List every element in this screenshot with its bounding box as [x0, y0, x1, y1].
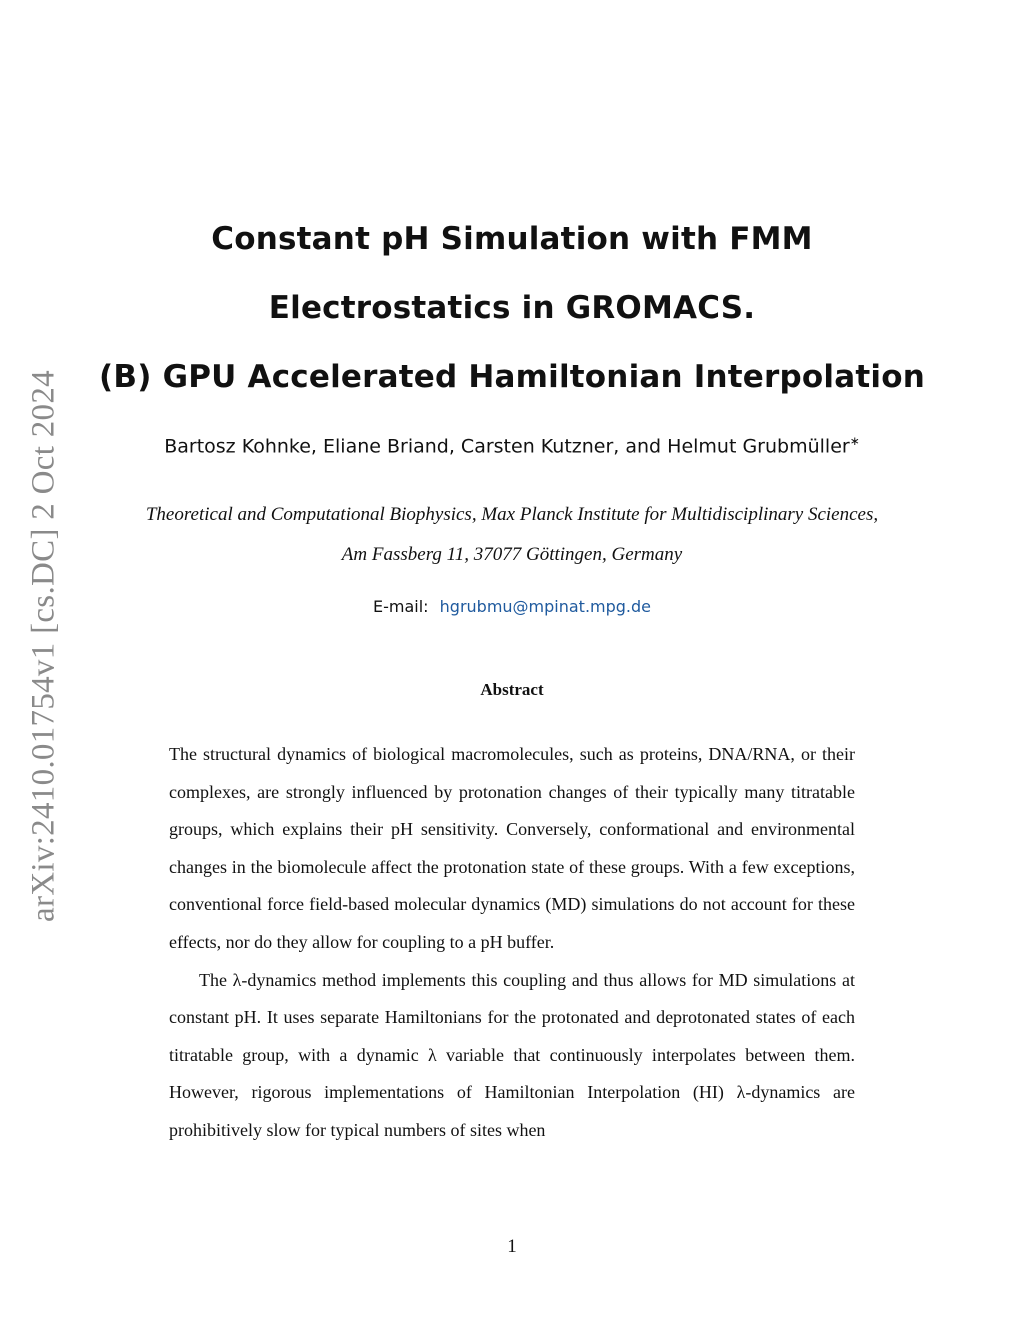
page-number: 1 [507, 1236, 517, 1257]
arxiv-identifier-stamp: arXiv:2410.01754v1 [cs.DC] 2 Oct 2024 [25, 370, 62, 922]
author-list [0, 434, 1024, 457]
corresponding-author-marker: ∗ [849, 434, 860, 448]
abstract-paragraph-2: The λ-dynamics method implements this coupling and thus allows for MD simulations at constant pH. It uses separate Hamiltonians for the protonated and deprotonated states of each titratable group, with a dynamic λ variable that continuously interpolates between them. However, rigorous implementations of Hamiltonian Interpolation (HI) λ-dynamics are prohibitively slow for typical numbers of sites when [169, 969, 855, 1140]
title-line-2: Electrostatics in GROMACS. [268, 290, 756, 326]
email-link[interactable]: hgrubmu@mpinat.mpg.de [439, 597, 652, 616]
email-label: E-mail: [372, 597, 429, 616]
contact-email [0, 597, 1024, 616]
author-names: Bartosz Kohnke, Eliane Briand, Carsten Kutzner, and Helmut Grubmüller [164, 435, 850, 458]
abstract-paragraph-1: The structural dynamics of biological macromolecules, such as proteins, DNA/RNA, or their complexes, are strongly influenced by protonation changes of their typically many titratable groups, which explains their pH sensitivity. Conversely, conformational and environmental changes in the biomolecule affect the protonation state of these groups. With a few exceptions, conventional force field-based molecular dynamics (MD) simulations do not account for these effects, nor do they allow for coupling to a pH buffer. [169, 744, 855, 952]
affiliation [0, 495, 1024, 575]
abstract-body [169, 736, 855, 1150]
abstract-heading: Abstract [480, 680, 544, 699]
affiliation-line-1: Theoretical and Computational Biophysics, Max Planck Institute for Multidisciplinary Sciences, [145, 504, 879, 525]
title-line-1: Constant pH Simulation with FMM [211, 221, 813, 257]
affiliation-line-2: Am Fassberg 11, 37077 Göttingen, Germany [341, 544, 683, 565]
paper-title [0, 205, 1024, 412]
title-line-3: (B) GPU Accelerated Hamiltonian Interpolation [99, 359, 925, 395]
